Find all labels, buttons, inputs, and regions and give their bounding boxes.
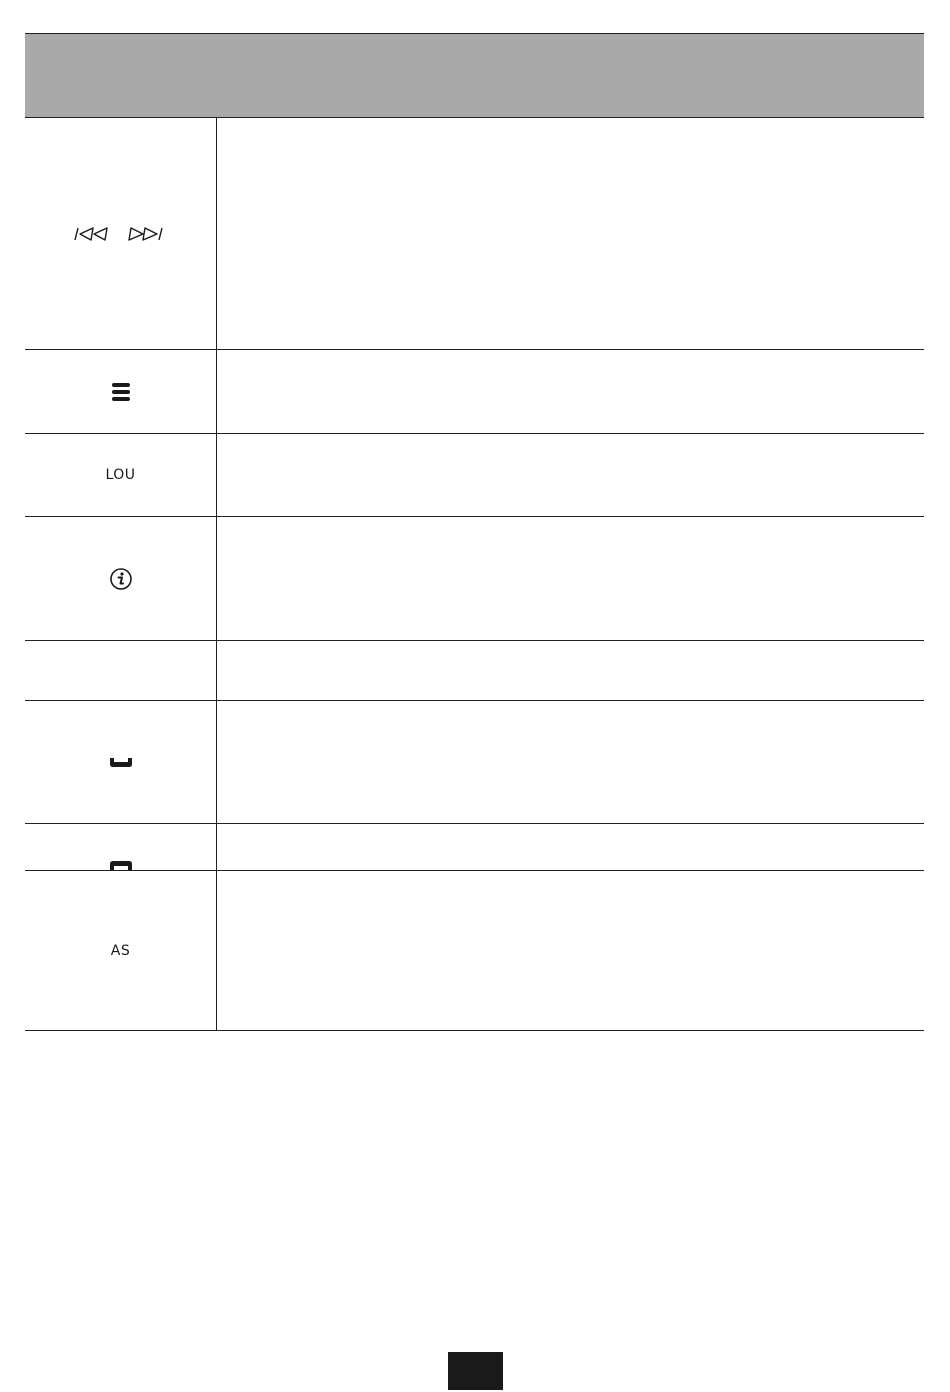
description-cell: [217, 641, 924, 700]
table-row: [25, 871, 924, 1031]
icon-cell: [25, 434, 217, 516]
icon-cell: [25, 641, 217, 700]
info-icon: [109, 567, 133, 591]
icon-cell: [25, 350, 217, 433]
icon-cell: [25, 871, 217, 1030]
table-row: [25, 701, 924, 824]
table-row: [25, 517, 924, 641]
icon-cell: [25, 701, 217, 823]
icon-cell: [25, 517, 217, 640]
table-row: [25, 118, 924, 350]
icon-cell: [25, 824, 217, 870]
call-end-icon: [107, 858, 135, 870]
description-cell: [217, 701, 924, 823]
table-row: [25, 434, 924, 517]
table-header: [25, 34, 924, 118]
table-row: [25, 824, 924, 871]
function-table: [25, 33, 924, 1031]
as-label: AS: [110, 942, 131, 959]
skip-back-forward-icon: [71, 224, 171, 244]
page-number-tab: [448, 1352, 503, 1390]
description-cell: [217, 824, 924, 870]
call-accept-icon: [107, 755, 135, 769]
description-cell: [217, 118, 924, 349]
icon-cell: [25, 118, 217, 349]
description-cell: [217, 517, 924, 640]
description-cell: [217, 350, 924, 433]
description-cell: [217, 434, 924, 516]
table-row: [25, 641, 924, 701]
description-cell: [217, 871, 924, 1030]
lou-label: LOU: [105, 467, 136, 483]
table-row: [25, 350, 924, 434]
menu-icon: [110, 381, 132, 403]
